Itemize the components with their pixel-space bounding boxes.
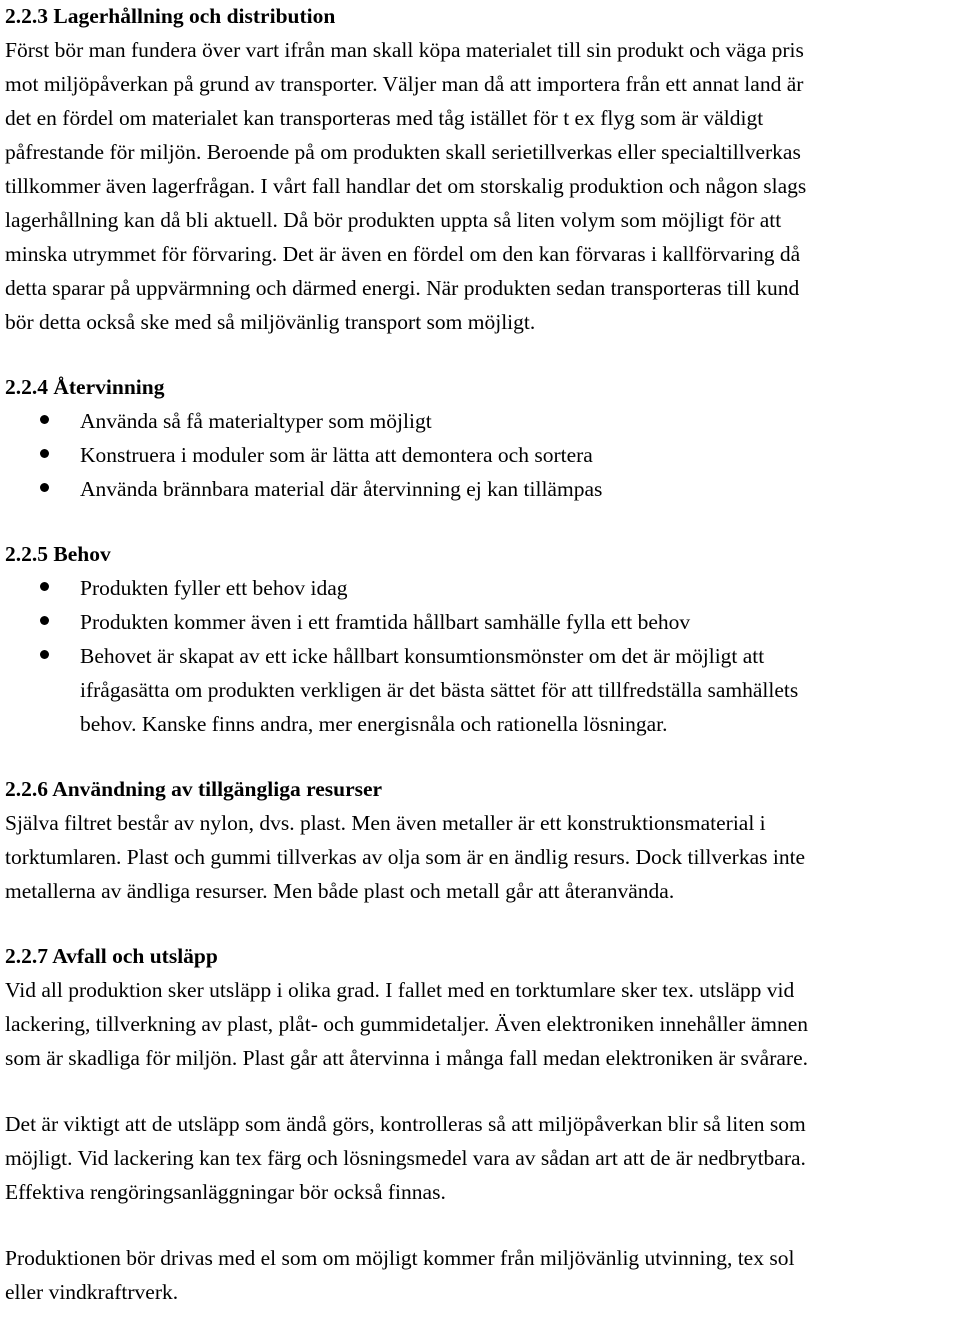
list-item-line: ifrågasätta om produkten verkligen är det bästa sättet för att tillfredställa samhällets xyxy=(80,678,799,702)
paragraph-line: eller vindkraftrverk. xyxy=(5,1280,179,1304)
list-item xyxy=(5,605,955,639)
section-heading-2-2-3: 2.2.3 Lagerhållning och distribution xyxy=(5,4,336,28)
list-item xyxy=(5,404,955,438)
list-item xyxy=(5,639,955,741)
list-item-line: behov. Kanske finns andra, mer energisnåla och rationella lösningar. xyxy=(80,712,668,736)
list-item-line: Behovet är skapat av ett icke hållbart konsumtionsmönster om det är möjligt att xyxy=(80,644,765,668)
section-heading-2-2-4: 2.2.4 Återvinning xyxy=(5,375,165,399)
paragraph-line: Vid all produktion sker utsläpp i olika grad. I fallet med en torktumlare sker tex. utsläpp vid xyxy=(5,978,795,1002)
paragraph-line: metallerna av ändliga resurser. Men både plast och metall går att återanvända. xyxy=(5,879,675,903)
bullet-icon xyxy=(40,415,49,424)
paragraph-avfall-2 xyxy=(5,1107,955,1209)
list-item-text: Använda brännbara material där återvinning ej kan tillämpas xyxy=(80,477,603,501)
paragraph-line: Själva filtret består av nylon, dvs. plast. Men även metaller är ett konstruktionsmaterial i xyxy=(5,811,766,835)
paragraph-lagerhallning xyxy=(5,33,955,339)
list-item xyxy=(5,438,955,472)
paragraph-line: lagerhållning kan då bli aktuell. Då bör produkten uppta så liten volym som möjligt för att xyxy=(5,208,782,232)
paragraph-line: tillkommer även lagerfrågan. I vårt fall handlar det om storskalig produktion och någon slags xyxy=(5,174,807,198)
paragraph-line: som är skadliga för miljön. Plast går att återvinna i många fall medan elektroniken är svårare. xyxy=(5,1046,808,1070)
paragraph-line: mot miljöpåverkan på grund av transporter. Väljer man då att importera från ett annat land är xyxy=(5,72,804,96)
paragraph-line: Effektiva rengöringsanläggningar bör också finnas. xyxy=(5,1180,446,1204)
paragraph-line: möjligt. Vid lackering kan tex färg och lösningsmedel vara av sådan art att de är nedbrytbara. xyxy=(5,1146,806,1170)
paragraph-avfall-1 xyxy=(5,973,955,1075)
paragraph-line: påfrestande för miljön. Beroende på om produkten skall serietillverkas eller specialtillverkas xyxy=(5,140,801,164)
section-heading-2-2-5: 2.2.5 Behov xyxy=(5,542,111,566)
paragraph-line: det en fördel om materialet kan transporteras med tåg istället för t ex flyg som är väldigt xyxy=(5,106,764,130)
paragraph-line: bör detta också ske med så miljövänlig transport som möjligt. xyxy=(5,310,536,334)
bullet-icon xyxy=(40,616,49,625)
bullet-icon xyxy=(40,582,49,591)
paragraph-line: Först bör man fundera över vart ifrån man skall köpa materialet till sin produkt och väga pris xyxy=(5,38,804,62)
paragraph-avfall-3 xyxy=(5,1241,955,1309)
section-heading-2-2-6: 2.2.6 Användning av tillgängliga resurser xyxy=(5,777,383,801)
bullet-list-behov xyxy=(5,571,955,741)
section-heading-2-2-7: 2.2.7 Avfall och utsläpp xyxy=(5,944,218,968)
list-item xyxy=(5,472,955,506)
paragraph-line: minska utrymmet för förvaring. Det är även en fördel om den kan förvaras i kallförvaring då xyxy=(5,242,801,266)
paragraph-line: Produktionen bör drivas med el som om möjligt kommer från miljövänlig utvinning, tex sol xyxy=(5,1246,795,1270)
list-item-text: Produkten fyller ett behov idag xyxy=(80,576,348,600)
list-item xyxy=(5,571,955,605)
paragraph-line: torktumlaren. Plast och gummi tillverkas av olja som är en ändlig resurs. Dock tillverkas inte xyxy=(5,845,806,869)
paragraph-resurser xyxy=(5,806,955,908)
bullet-icon xyxy=(40,449,49,458)
paragraph-line: lackering, tillverkning av plast, plåt- och gummidetaljer. Även elektroniken innehåller ämnen xyxy=(5,1012,809,1036)
list-item-text: Produkten kommer även i ett framtida hållbart samhälle fylla ett behov xyxy=(80,610,691,634)
bullet-list-atervinning xyxy=(5,404,955,506)
document-page xyxy=(5,0,955,1309)
paragraph-line: Det är viktigt att de utsläpp som ändå görs, kontrolleras så att miljöpåverkan blir så liten som xyxy=(5,1112,806,1136)
bullet-icon xyxy=(40,483,49,492)
paragraph-line: detta sparar på uppvärmning och därmed energi. När produkten sedan transporteras till kund xyxy=(5,276,800,300)
list-item-text: Konstruera i moduler som är lätta att demontera och sortera xyxy=(80,443,593,467)
bullet-icon xyxy=(40,650,49,659)
list-item-text: Använda så få materialtyper som möjligt xyxy=(80,409,432,433)
